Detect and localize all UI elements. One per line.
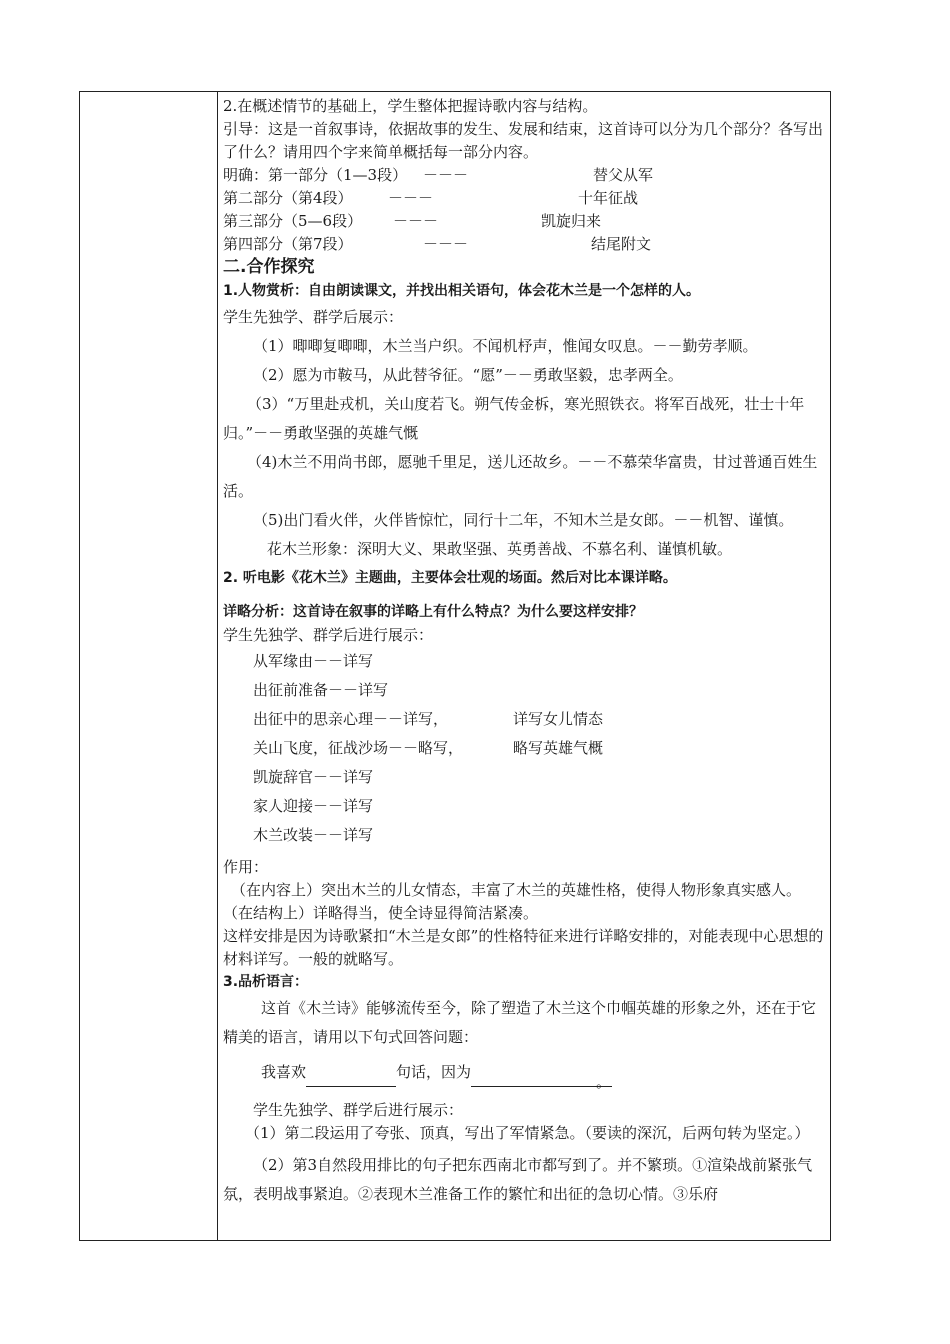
lesson-table <box>79 91 831 1241</box>
analysis-line: （2）愿为市鞍马，从此替爷征。“愿”－－勇敢坚毅，忠孝两全。 <box>253 366 683 384</box>
answer-blank[interactable] <box>471 1068 596 1087</box>
effect-line: （在结构上）详略得当，使全诗显得简洁紧凑。 <box>223 904 539 922</box>
fill-blank-line <box>223 1058 827 1091</box>
text-line: 学生先独学、群学后展示： <box>223 308 404 326</box>
analysis-line: （3）“万里赴戎机，关山度若飞。朔气传金柝，寒光照铁衣。将军百战死，壮士十年归。”－－勇敢坚强的英雄气慨 <box>223 395 805 442</box>
effect-line: 这样安排是因为诗歌紧扣“木兰是女郎”的性格特征来进行详略安排的，对能表现中心思想的材料详写。一般的就略写。 <box>223 927 824 968</box>
detail-line: 凯旋辞官－－详写 <box>253 768 374 786</box>
text-line: 作用： <box>223 858 269 876</box>
detail-line: 家人迎接－－详写 <box>253 797 374 815</box>
fill-blank-end: 。 <box>596 1068 612 1087</box>
question-heading: 3.品析语言： <box>223 974 309 990</box>
part-dash: －－－ <box>423 166 469 184</box>
text-line: 引导：这是一首叙事诗，依据故事的发生、发展和结束，这首诗可以分为几个部分？各写出了什么？请用四个字来简单概括每一部分内容。 <box>223 120 824 161</box>
detail-note: 详写女儿情态 <box>513 710 604 728</box>
text-line: 这首《木兰诗》能够流传至今，除了塑造了木兰这个巾帼英雄的形象之外，还在于它精美的语言，请用以下句式回答问题： <box>223 999 817 1046</box>
part-row <box>223 210 827 233</box>
analysis-line: （1）唧唧复唧唧，木兰当户织。不闻机杼声，惟闻女叹息。－－勤劳孝顺。 <box>253 337 758 355</box>
analysis-line: （4)木兰不用尚书郎，愿驰千里足，送儿还故乡。－－不慕荣华富贵，甘过普通百姓生活。 <box>223 453 818 500</box>
question-heading: 详略分析：这首诗在叙事的详略上有什么特点？为什么要这样安排？ <box>223 604 643 620</box>
part-label: 第四部分（第7段） <box>223 235 353 253</box>
part-summary: 替父从军 <box>593 166 654 184</box>
part-row <box>223 164 827 187</box>
question-heading: 1.人物赏析：自由朗读课文，并找出相关语句，体会花木兰是一个怎样的人。 <box>223 283 701 299</box>
text-line: 学生先独学、群学后进行展示： <box>223 626 434 644</box>
section-heading: 二.合作探究 <box>223 257 315 277</box>
summary-line: 花木兰形象：深明大义、果敢坚强、英勇善战、不慕名利、谨慎机敏。 <box>267 540 733 558</box>
part-label: 第三部分（5—6段） <box>223 212 363 230</box>
effect-line: （在内容上）突出木兰的儿女情态，丰富了木兰的英雄性格，使得人物形象真实感人。 <box>231 881 802 899</box>
reading-line: （2）第3自然段用排比的句子把东西南北市都写到了。并不繁琐。①渲染战前紧张气氛，表明战事紧迫。②表现木兰准备工作的繁忙和出征的急切心情。③乐府 <box>223 1156 813 1203</box>
part-summary: 凯旋归来 <box>541 212 602 230</box>
part-dash: －－－ <box>388 189 434 207</box>
part-summary: 十年征战 <box>578 189 639 207</box>
part-dash: －－－ <box>423 235 469 253</box>
part-summary: 结尾附文 <box>591 235 652 253</box>
question-heading: 2. 听电影《花木兰》主题曲，主要体会壮观的场面。然后对比本课详略。 <box>223 570 677 586</box>
answer-blank[interactable] <box>306 1068 396 1087</box>
detail-item: 关山飞度，征战沙场－－略写， <box>253 739 464 757</box>
analysis-line: （5)出门看火伴，火伴皆惊忙，同行十二年，不知木兰是女郎。－－机智、谨慎。 <box>253 511 794 529</box>
part-row <box>223 233 827 256</box>
detail-line <box>223 734 827 763</box>
text-line: 2.在概述情节的基础上，学生整体把握诗歌内容与结构。 <box>223 97 598 115</box>
fill-blank-prefix: 我喜欢 <box>261 1063 307 1081</box>
column-divider <box>217 92 218 1240</box>
detail-item: 出征中的思亲心理－－详写， <box>253 710 449 728</box>
part-dash: －－－ <box>393 212 439 230</box>
detail-line: 从军缘由－－详写 <box>253 652 374 670</box>
part-row <box>223 187 827 210</box>
detail-note: 略写英雄气概 <box>513 739 604 757</box>
detail-line: 出征前准备－－详写 <box>253 681 389 699</box>
content-cell <box>223 95 827 1209</box>
detail-line: 木兰改装－－详写 <box>253 826 374 844</box>
detail-line <box>223 705 827 734</box>
reading-line: （1）第二段运用了夸张、顶真，写出了军情紧急。（要读的深沉，后两句转为坚定。） <box>245 1124 810 1142</box>
fill-blank-middle: 句话，因为 <box>396 1063 472 1081</box>
part-label: 明确：第一部分（1—3段） <box>223 166 408 184</box>
part-label: 第二部分（第4段） <box>223 189 353 207</box>
text-line: 学生先独学、群学后进行展示： <box>253 1101 464 1119</box>
